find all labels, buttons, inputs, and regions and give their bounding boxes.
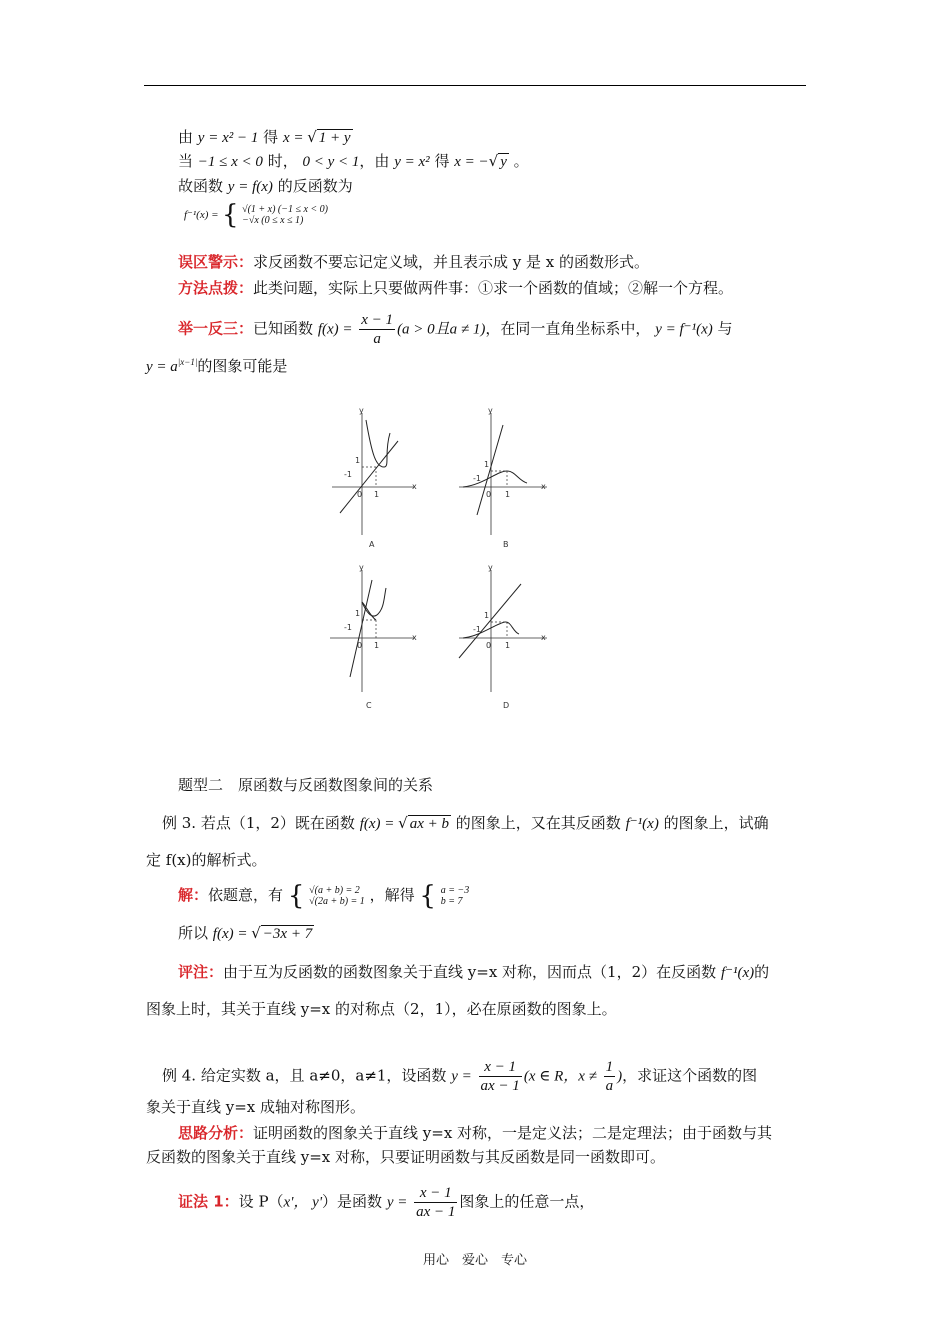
equation: √(2a + b) = 1 (309, 896, 365, 907)
tick-label: 1 (484, 460, 490, 469)
practice-label: 举一反三： (178, 319, 254, 338)
tick-label: 1 (374, 641, 380, 650)
header-rule (144, 85, 806, 86)
text: 由 (178, 128, 194, 146)
tick-label: 1 (505, 490, 511, 499)
method-label: 方法点拨： (178, 279, 254, 297)
equation: f⁻¹(x) = (184, 209, 219, 221)
radicand: −3x + 7 (262, 926, 313, 942)
text: 设 P（ (238, 1192, 284, 1211)
brace: { (287, 881, 305, 911)
equation: y = x² (394, 154, 430, 170)
derivation-line-2: 当 −1 ≤ x < 0 时， 0 < y < 1，由 y = x² 得 x = −√ y 。 (178, 152, 529, 170)
text: ，解得 (369, 886, 415, 904)
system-1 (309, 885, 365, 907)
text: 得 (263, 128, 279, 146)
fraction (604, 1058, 616, 1095)
axis-y-label: y (359, 563, 364, 572)
axis-x-label: x (412, 482, 417, 491)
equation: f⁻¹(x) (625, 816, 659, 832)
warning-line (178, 252, 649, 272)
case: √(1 + x) (−1 ≤ x < 0) (242, 204, 329, 215)
denominator: ax − 1 (480, 1078, 520, 1094)
equation: f(x) = (359, 816, 399, 832)
tick-label: 1 (355, 456, 361, 465)
radicand: y (500, 154, 507, 170)
tick-label: 1 (484, 611, 490, 620)
text: 时， (267, 152, 298, 170)
example3-line-2 (146, 850, 266, 870)
numerator: x − 1 (479, 1058, 522, 1077)
warning-text: 求反函数不要忘记定义域，并且表示成 y 是 x 的函数形式。 (253, 253, 650, 271)
graph-label-c: C (366, 701, 372, 710)
tick-label: 1 (355, 609, 361, 618)
text: 得 (434, 152, 450, 170)
fraction (414, 1184, 457, 1221)
solution3-line (178, 881, 470, 911)
origin-label: 0 (357, 641, 363, 650)
condition: ) (617, 1068, 623, 1085)
example4-line-1 (162, 1058, 757, 1095)
equation: y = x² − 1 (197, 130, 259, 146)
proof-label: 证法 1： (178, 1192, 239, 1211)
text: 的图象上，又在其反函数 (455, 814, 621, 832)
tick-label: 1 (505, 641, 511, 650)
text: 图象上的任意一点， (459, 1192, 595, 1211)
denominator: a (605, 1078, 614, 1094)
text: 证明函数的图象关于直线 y=x 对称，一是定义法；二是定理法；由于函数与其 (253, 1124, 773, 1142)
tick-label: -1 (344, 470, 352, 479)
equation: y = a (146, 359, 178, 375)
equation: a = −3 (440, 885, 470, 896)
text: ，求证这个函数的图 (622, 1066, 758, 1085)
text: 象关于直线 y=x 成轴对称图形。 (146, 1098, 366, 1116)
radicand: 1 + y (318, 130, 351, 146)
practice-line (178, 311, 733, 348)
text: ）是函数 (322, 1192, 383, 1211)
equation: y = (451, 1068, 472, 1085)
axis-x-label: x (412, 633, 417, 642)
comment-label: 评注： (178, 963, 224, 981)
origin-label: 0 (486, 641, 492, 650)
condition: (a > 0且a ≠ 1) (397, 321, 486, 338)
fraction (479, 1058, 522, 1095)
axis-y-label: y (359, 406, 364, 415)
equation: f⁻¹(x) (720, 965, 755, 981)
warning-label: 误区警示： (178, 253, 254, 271)
graph-c (326, 562, 420, 712)
point: x'， y' (283, 1194, 323, 1211)
text: 的图象上，试确 (663, 814, 769, 832)
example4-line-2 (146, 1097, 365, 1117)
graph-label-b: B (503, 540, 509, 549)
origin-label: 0 (486, 490, 492, 499)
equation: x = (282, 130, 308, 146)
text: 图象上时，其关于直线 y=x 的对称点（2，1），必在原函数的图象上。 (146, 1000, 617, 1018)
analysis-line-1 (178, 1123, 772, 1143)
numerator: 1 (605, 1059, 614, 1075)
derivation-line-3 (178, 176, 353, 197)
comment-line-2 (146, 999, 617, 1019)
proof-line (178, 1184, 594, 1221)
axis-y-label: y (488, 563, 493, 572)
graph-b (455, 405, 555, 550)
text: 的图象可能是 (197, 357, 288, 375)
case: −√x (0 ≤ x ≤ 1) (242, 215, 304, 226)
graph-label-a: A (369, 540, 375, 549)
axis-x-label: x (541, 482, 546, 491)
text: 定 f(x)的解析式。 (146, 851, 267, 869)
text: 例 3. 若点（1，2）既在函数 (162, 814, 355, 832)
text: 由于互为反函数的函数图象关于直线 y=x 对称，因而点（1，2）在反函数 (223, 963, 717, 981)
text: 的 (754, 963, 770, 981)
radicand: ax + b (409, 816, 449, 832)
comment-line-1 (178, 962, 769, 983)
analysis-label: 思路分析： (178, 1124, 254, 1142)
text: 当 (178, 152, 194, 170)
text: 反函数的图象关于直线 y=x 对称，只要证明函数与其反函数是同一函数即可。 (146, 1148, 666, 1166)
brace: { (222, 200, 239, 230)
text: ，在同一直角坐标系中， (485, 319, 651, 338)
method-text: 此类问题，实际上只要做两件事：①求一个函数的值域；②解一个方程。 (253, 279, 734, 297)
practice-line-2 (146, 352, 287, 377)
text: 故函数 (178, 177, 224, 195)
tick-label: 1 (374, 490, 380, 499)
equation: √(a + b) = 2 (309, 885, 360, 896)
text: 与 (717, 319, 733, 338)
condition: 0 < y < 1 (302, 154, 360, 170)
piecewise-inverse (184, 200, 329, 230)
equation: f(x) = (212, 926, 252, 942)
analysis-line-2 (146, 1147, 665, 1167)
method-line (178, 278, 733, 298)
equation: x = − (454, 154, 489, 170)
condition: (x ∈ R，x ≠ (523, 1068, 597, 1085)
tick-label: -1 (473, 474, 481, 483)
text: 例 4. 给定实数 a，且 a≠0，a≠1，设函数 (162, 1066, 447, 1085)
text: ，由 (359, 152, 390, 170)
numerator: x − 1 (361, 312, 394, 328)
origin-label: 0 (357, 490, 363, 499)
section-title (178, 775, 433, 795)
text: 所以 (178, 924, 209, 942)
numerator: x − 1 (414, 1184, 457, 1203)
tick-label: -1 (473, 625, 481, 634)
text: 依题意，有 (208, 886, 284, 904)
system-2 (441, 885, 470, 907)
denominator: ax − 1 (416, 1204, 456, 1220)
text: 已知函数 (253, 319, 314, 338)
inverse-line (350, 580, 372, 677)
condition: −1 ≤ x < 0 (197, 154, 263, 170)
example3-line-1: 例 3. 若点（1，2）既在函数 f(x) = √ ax + b 的图象上，又在其反函数 f⁻¹(x) 的图象上，试确 (162, 814, 769, 832)
graph-a (326, 405, 420, 550)
equation: y = f(x) (227, 179, 273, 195)
axis-x-label: x (541, 633, 546, 642)
exponent: |x−1| (177, 357, 198, 367)
graph-label-d: D (503, 701, 510, 710)
exp-curve (366, 420, 390, 467)
section-title-text: 题型二 原函数与反函数图象间的关系 (178, 776, 434, 794)
solution3-answer: 所以 f(x) = √ −3x + 7 (178, 924, 313, 942)
equation: y = (386, 1194, 408, 1211)
graph-d (455, 562, 555, 712)
tick-label: -1 (344, 623, 352, 632)
denominator: a (373, 331, 381, 347)
axis-y-label: y (488, 406, 493, 415)
solution-label: 解： (178, 886, 209, 904)
derivation-line-1: 由 y = x² − 1 得 x = √ 1 + y (178, 128, 351, 146)
text: 。 (513, 152, 529, 170)
equation: y = f⁻¹(x) (655, 321, 713, 338)
page-footer: 用心 爱心 专心 (422, 1253, 527, 1268)
inverse-line (477, 425, 503, 515)
brace: { (419, 881, 436, 911)
fraction (359, 311, 395, 348)
text: 的反函数为 (277, 177, 353, 195)
piece-cases (242, 204, 328, 226)
equation: f(x) = (317, 321, 353, 338)
exp-curve (362, 588, 386, 616)
equation: b = 7 (440, 896, 463, 907)
